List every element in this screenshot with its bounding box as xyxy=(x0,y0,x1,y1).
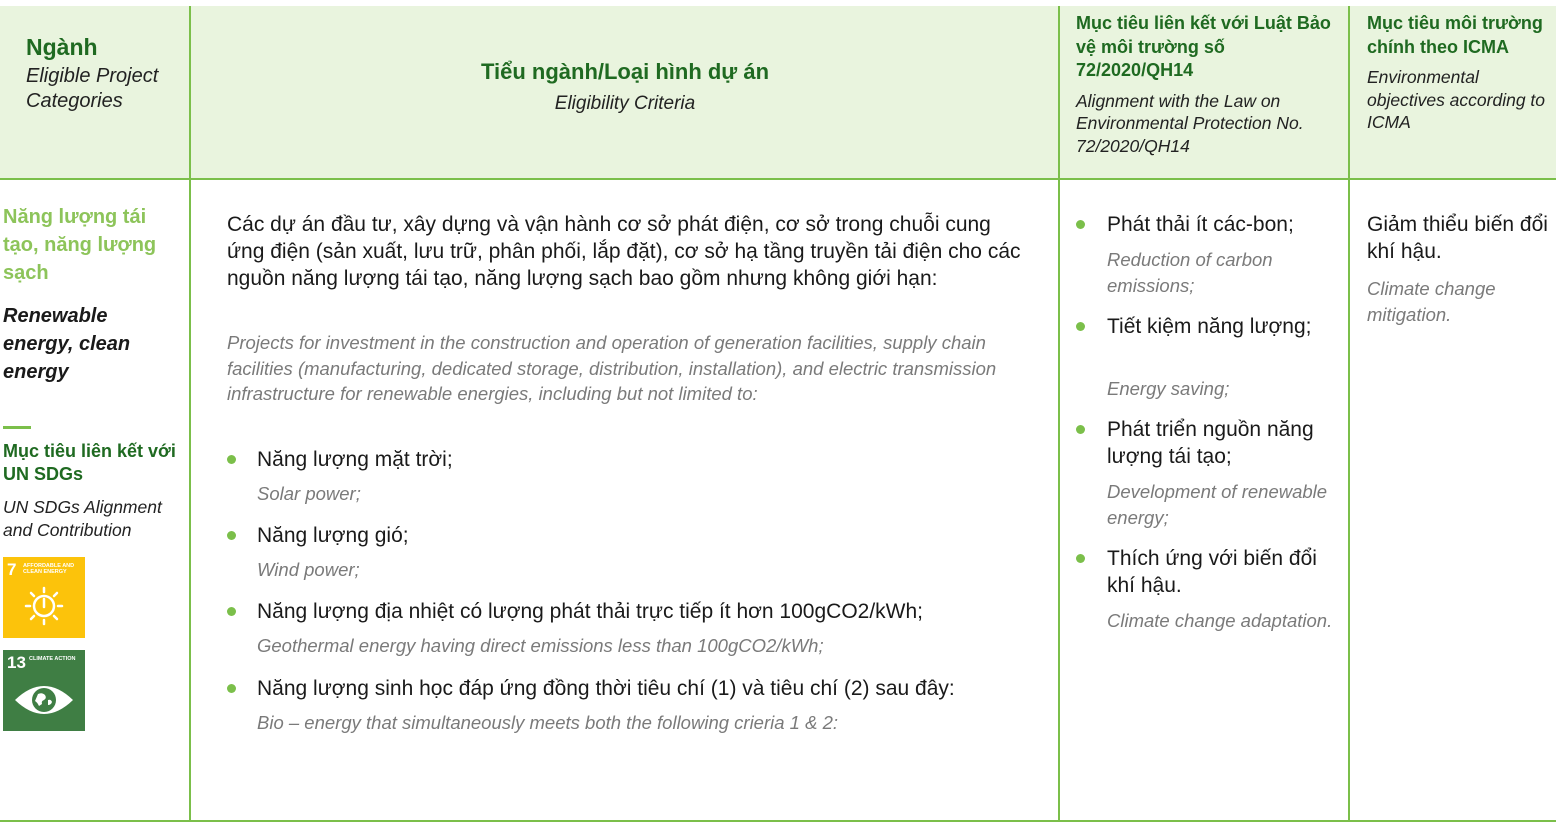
section-dash xyxy=(3,426,31,429)
header-criteria xyxy=(192,58,1058,116)
bullet-dot xyxy=(227,684,236,693)
header-icma xyxy=(1367,12,1553,134)
header-category-vi: Ngành xyxy=(26,34,98,60)
criteria-item-vi: Năng lượng mặt trời; xyxy=(257,448,453,471)
law-objective-vi: Phát triển nguồn năng lượng tái tạo; xyxy=(1107,418,1314,468)
bullet-dot xyxy=(227,531,236,540)
eye-globe-icon xyxy=(3,650,85,731)
criteria-item-vi: Năng lượng sinh học đáp ứng đồng thời tiêu chí (1) và tiêu chí (2) sau đây: xyxy=(257,677,955,700)
header-criteria-vi: Tiểu ngành/Loại hình dự án xyxy=(480,59,770,84)
law-objective-en: Climate change adaptation. xyxy=(1107,610,1333,631)
header-category-en: Eligible Project Categories xyxy=(26,65,159,112)
law-objective-en: Development of renewable energy; xyxy=(1107,481,1328,528)
bullet-dot xyxy=(1076,425,1085,434)
column-divider xyxy=(1348,6,1350,822)
header-law-alignment-vi: Mục tiêu liên kết với Luật Bảo vệ môi trường số 72/2020/QH14 xyxy=(1076,13,1331,80)
criteria-intro-vi: Các dự án đầu tư, xây dựng và vận hành cơ sở phát điện, cơ sở trong chuỗi cung ứng điện (sản xuất, lưu trữ, phân phối, lắp đặt), cơ sở hạ tầng truyền tải điện cho các nguồn năng lượng tái tạo, năng lượng sạch bao gồm nhưng không giới hạn: xyxy=(227,213,1021,290)
sdg-title-vi: Mục tiêu liên kết với UN SDGs xyxy=(3,441,176,484)
criteria-item-en: Wind power; xyxy=(257,559,360,580)
sdg-number: 13 xyxy=(7,653,26,672)
header-law-alignment xyxy=(1076,12,1338,157)
header-category xyxy=(26,32,176,114)
icma-objective-en: Climate change mitigation. xyxy=(1367,278,1496,325)
sdg-title-en: UN SDGs Alignment and Contribution xyxy=(3,497,162,540)
sdg-7-badge xyxy=(3,557,85,638)
criteria-item-en: Bio – energy that simultaneously meets both the following crieria 1 & 2: xyxy=(257,712,839,733)
bullet-dot xyxy=(227,607,236,616)
criteria-item-vi: Năng lượng địa nhiệt có lượng phát thải trực tiếp ít hơn 100gCO2/kWh; xyxy=(257,600,924,623)
sdg-number: 7 xyxy=(7,560,17,579)
criteria-item-en: Solar power; xyxy=(257,483,361,504)
sdg-13-badge xyxy=(3,650,85,731)
column-divider xyxy=(189,6,191,822)
header-law-alignment-en: Alignment with the Law on Environmental Protection No. 72/2020/QH14 xyxy=(1076,90,1304,156)
column-divider xyxy=(1058,6,1060,822)
criteria-item-en: Geothermal energy having direct emissions less than 100gCO2/kWh; xyxy=(257,635,824,656)
sdg-label: AFFORDABLE AND CLEAN ENERGY xyxy=(23,563,75,575)
criteria-item-vi: Năng lượng gió; xyxy=(257,524,409,547)
header-divider xyxy=(0,178,1556,180)
law-objective-vi: Thích ứng với biến đổi khí hậu. xyxy=(1107,547,1317,597)
law-objective-vi: Phát thải ít các-bon; xyxy=(1107,213,1294,236)
bullet-dot xyxy=(1076,220,1085,229)
category-name-vi: Năng lượng tái tạo, năng lượng sạch xyxy=(3,206,157,284)
bullet-dot xyxy=(1076,322,1085,331)
category-name-en: Renewable energy, clean energy xyxy=(3,305,131,383)
header-icma-vi: Mục tiêu môi trường chính theo ICMA xyxy=(1367,13,1543,57)
sdg-label: CLIMATE ACTION xyxy=(29,656,76,662)
header-criteria-en: Eligibility Criteria xyxy=(554,93,696,114)
bullet-dot xyxy=(1076,554,1085,563)
criteria-intro-en: Projects for investment in the construction and operation of generation facilities, supply chain facilities (manufacturing, dedicated storage, distribution, installation), and electric transmission infrastructure for renewable energies, including but not limited to: xyxy=(227,332,997,404)
sun-power-icon xyxy=(3,557,85,638)
table-bottom-border xyxy=(0,820,1556,822)
law-objective-en: Reduction of carbon emissions; xyxy=(1107,249,1273,296)
icma-objective-vi: Giảm thiểu biến đổi khí hậu. xyxy=(1367,213,1548,263)
header-icma-en: Environmental objectives according to ICMA xyxy=(1367,67,1546,132)
law-objective-vi: Tiết kiệm năng lượng; xyxy=(1107,315,1312,338)
bullet-dot xyxy=(227,455,236,464)
law-objective-en: Energy saving; xyxy=(1107,378,1230,399)
